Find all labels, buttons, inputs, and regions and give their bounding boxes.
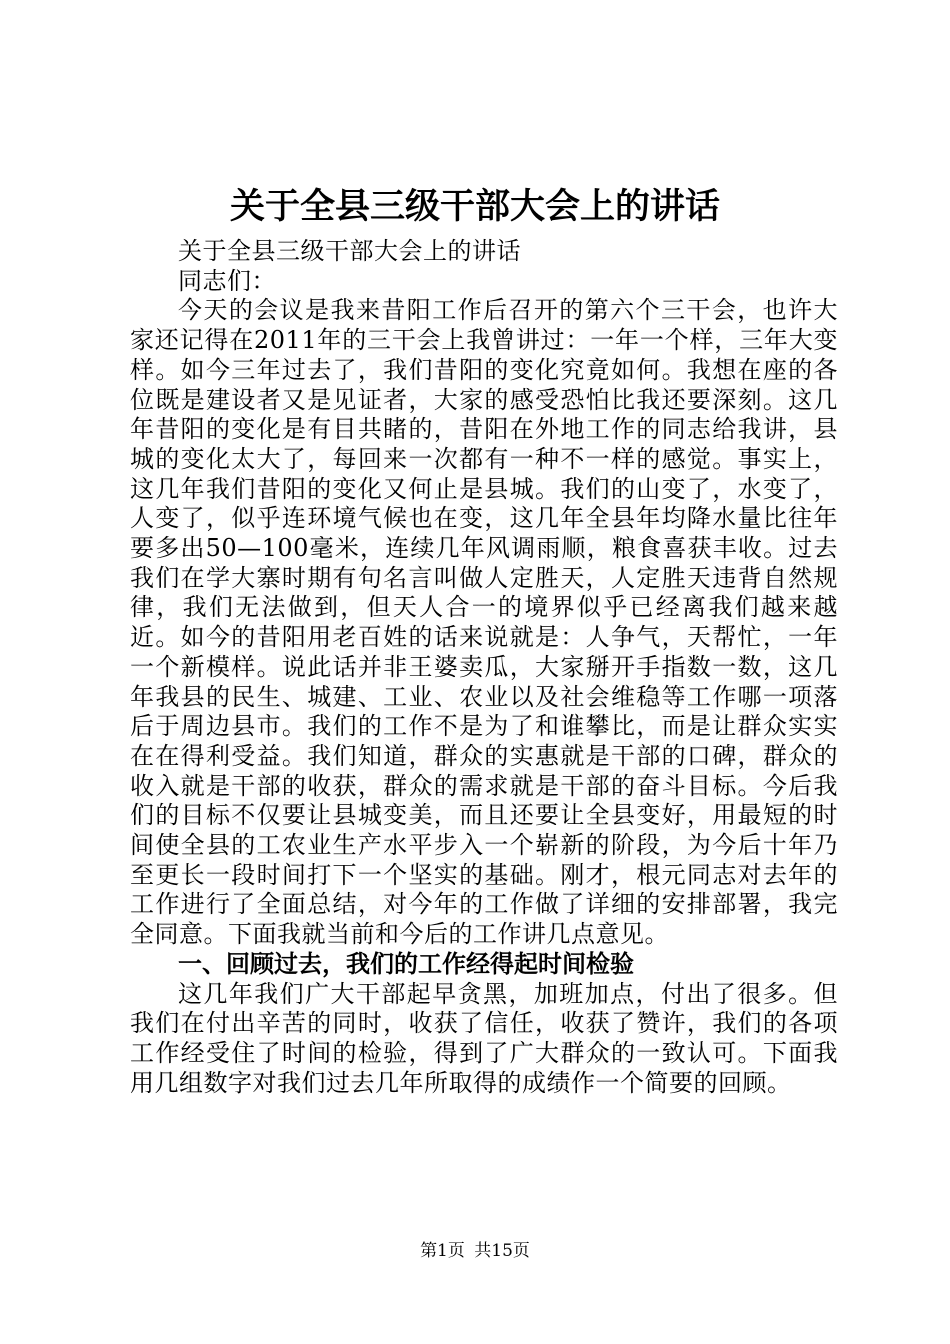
section-paragraph: 这几年我们广大干部起早贪黑，加班加点，付出了很多。但我们在付出辛苦的同时，收获了信任，收获了赞许，我们的各项工作经受住了时间的检验，得到了广大群众的一致认可。下面我用几组数字对我们过去几年所取得的成绩作一个简要的回顾。: [130, 979, 838, 1097]
body-paragraph: 今天的会议是我来昔阳工作后召开的第六个三干会，也许大家还记得在2011年的三干会上我曾讲过：一年一个样，三年大变样。如今三年过去了，我们昔阳的变化究竟如何。我想在座的各位既是建设者又是见证者，大家的感受恐怕比我还要深刻。这几年昔阳的变化是有目共睹的，昔阳在外地工作的同志给我讲，县城的变化太大了，每回来一次都有一种不一样的感觉。事实上，这几年我们昔阳的变化又何止是县城。我们的山变了，水变了，人变了，似乎连环境气候也在变，这几年全县年均降水量比往年要多出50—100毫米，连续几年风调雨顺，粮食喜获丰收。过去我们在学大寨时期有句名言叫做人定胜天，人定胜天违背自然规律，我们无法做到，但天人合一的境界似乎已经离我们越来越近。如今的昔阳用老百姓的话来说就是：人争气，天帮忙，一年一个新模样。说此话并非王婆卖瓜，大家掰开手指数一数，这几年我县的民生、城建、工业、农业以及社会维稳等工作哪一项落后于周边县市。我们的工作不是为了和谁攀比，而是让群众实实在在得利受益。我们知道，群众的实惠就是干部的口碑，群众的收入就是干部的收获，群众的需求就是干部的奋斗目标。今后我们的目标不仅要让县城变美，而且还要让全县变好，用最短的时间使全县的工农业生产水平步入一个崭新的阶段，为今后十年乃至更长一段时间打下一个坚实的基础。刚才，根元同志对去年的工作进行了全面总结，对今年的工作做了详细的安排部署，我完全同意。下面我就当前和今后的工作讲几点意见。: [130, 296, 838, 949]
page-total: 共15页: [474, 1241, 530, 1261]
page-footer: [0, 1240, 950, 1262]
salutation-line: 同志们：: [178, 266, 276, 295]
document-body: [130, 237, 838, 1098]
document-title: 关于全县三级干部大会上的讲话: [229, 187, 720, 227]
page-number: 第1页: [420, 1241, 465, 1261]
subtitle-line: 关于全县三级干部大会上的讲话: [178, 237, 521, 265]
section-heading: 一、回顾过去，我们的工作经得起时间检验: [178, 949, 634, 978]
